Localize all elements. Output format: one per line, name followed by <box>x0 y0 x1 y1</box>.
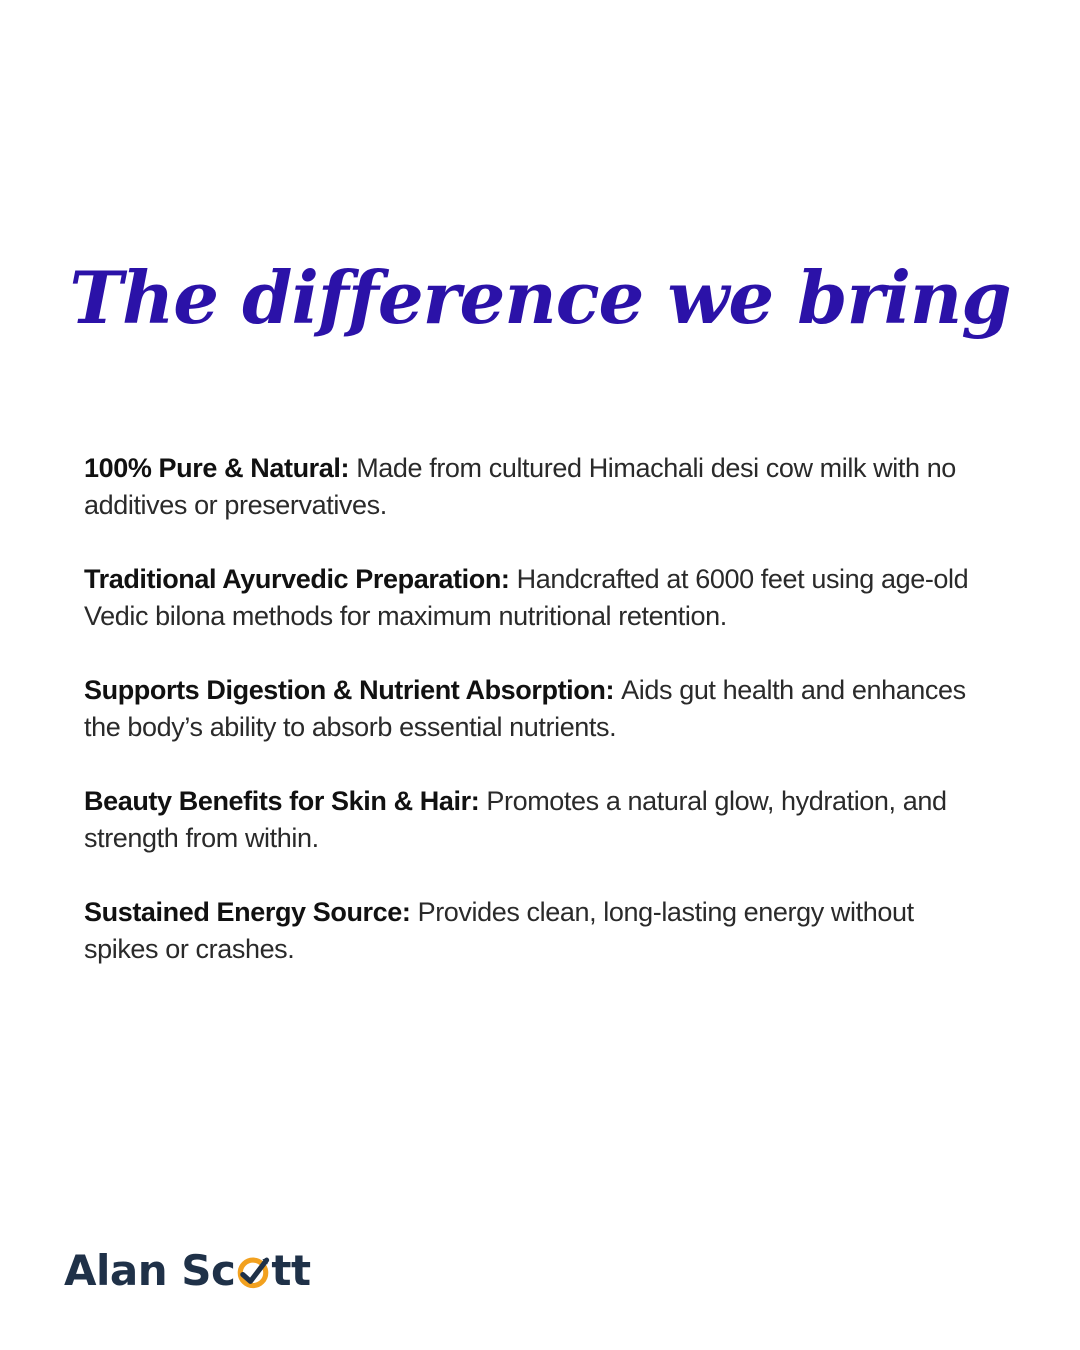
benefit-label: Supports Digestion & Nutrient Absorption: <box>84 675 622 705</box>
benefit-description: Handcrafted at 6000 feet using age-old Vedic bilona methods for maximum nutritional retention. <box>84 564 969 631</box>
benefit-label: Traditional Ayurvedic Preparation: <box>84 564 517 594</box>
benefit-item-digestion <box>84 672 994 746</box>
benefit-item-energy <box>84 894 994 968</box>
benefits-list <box>84 450 994 1005</box>
benefit-item-beauty <box>84 783 994 857</box>
benefit-description: Made from cultured Himachali desi cow milk with no additives or preservatives. <box>84 453 956 520</box>
benefit-description: Provides clean, long-lasting energy without spikes or crashes. <box>84 897 914 964</box>
benefit-description: Promotes a natural glow, hydration, and strength from within. <box>84 786 947 853</box>
brand-logo <box>64 1242 311 1298</box>
benefit-label: 100% Pure & Natural: <box>84 453 357 483</box>
benefit-item-pure-natural <box>84 450 994 524</box>
benefit-description: Aids gut health and enhances the body’s ability to absorb essential nutrients. <box>84 675 966 742</box>
benefit-label: Sustained Energy Source: <box>84 897 418 927</box>
logo-text-end: tt <box>271 1245 311 1295</box>
benefit-item-ayurvedic-preparation <box>84 561 994 635</box>
logo-text-start: Alan Sc <box>64 1245 236 1295</box>
logo-checkmark-icon <box>236 1255 270 1289</box>
page-title: The difference we bring <box>69 255 1011 341</box>
benefit-label: Beauty Benefits for Skin & Hair: <box>84 786 487 816</box>
